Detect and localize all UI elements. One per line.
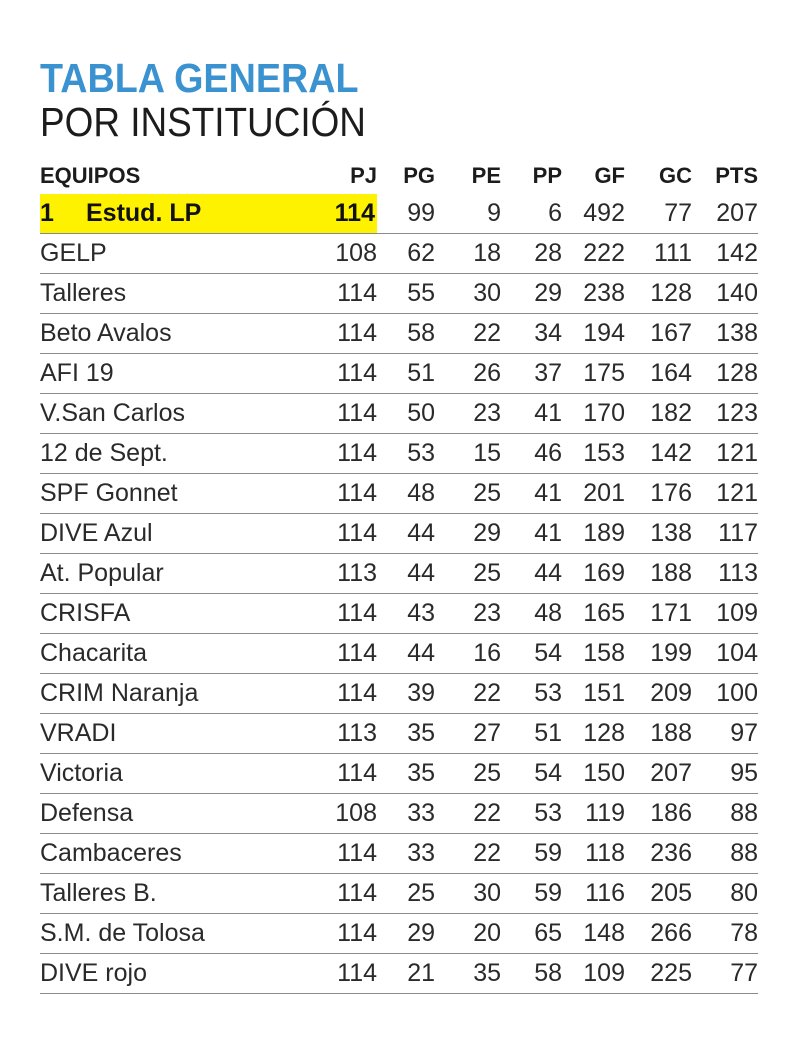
stat-pj-cell: 108	[320, 794, 377, 834]
table-row	[40, 554, 758, 594]
stat-gf-cell: 116	[562, 874, 625, 914]
stat-pts-cell: 140	[692, 274, 758, 314]
table-row	[40, 874, 758, 914]
stat-pg-cell: 48	[377, 474, 435, 514]
stat-gc-cell: 182	[625, 394, 692, 434]
col-header-pe: PE	[471, 162, 501, 188]
table-row	[40, 634, 758, 674]
leader-row	[40, 194, 758, 234]
table-row	[40, 434, 758, 474]
stat-pts-cell: 100	[692, 674, 758, 714]
stat-pp-cell: 53	[501, 674, 562, 714]
stat-pp-cell: 46	[501, 434, 562, 474]
stat-pp-cell: 59	[501, 874, 562, 914]
stat-pts-cell: 104	[692, 634, 758, 674]
stat-gf-cell: 238	[562, 274, 625, 314]
stat-gf-cell: 119	[562, 794, 625, 834]
table-row	[40, 954, 758, 994]
stat-pts-cell: 138	[692, 314, 758, 354]
leader-pe: 9	[435, 194, 501, 234]
stat-pp-cell: 37	[501, 354, 562, 394]
stat-pe-cell: 25	[435, 474, 501, 514]
stat-pg-cell: 51	[377, 354, 435, 394]
stat-pe-cell: 18	[435, 234, 501, 274]
stat-pts-cell: 77	[692, 954, 758, 994]
stat-gc-cell: 188	[625, 714, 692, 754]
stat-pj-cell: 114	[320, 634, 377, 674]
stat-pj-cell: 113	[320, 554, 377, 594]
table-row	[40, 754, 758, 794]
team-name-cell: Defensa	[40, 794, 320, 834]
stat-pg-cell: 50	[377, 394, 435, 434]
table-row	[40, 314, 758, 354]
col-header-gf: GF	[594, 162, 625, 188]
team-name-cell: At. Popular	[40, 554, 320, 594]
stat-pts-cell: 128	[692, 354, 758, 394]
stat-pg-cell: 33	[377, 794, 435, 834]
stat-pp-cell: 58	[501, 954, 562, 994]
stat-pg-cell: 43	[377, 594, 435, 634]
table-row	[40, 834, 758, 874]
col-header-pp: PP	[532, 162, 562, 188]
table-row	[40, 354, 758, 394]
stat-pp-cell: 41	[501, 514, 562, 554]
stat-gc-cell: 111	[625, 234, 692, 274]
stat-gc-cell: 266	[625, 914, 692, 954]
team-name-cell: AFI 19	[40, 354, 320, 394]
leader-pg: 99	[377, 194, 435, 234]
stat-gf-cell: 153	[562, 434, 625, 474]
leader-pp: 6	[501, 194, 562, 234]
stat-pj-cell: 114	[320, 354, 377, 394]
stat-gc-cell: 171	[625, 594, 692, 634]
stat-pj-cell: 114	[320, 274, 377, 314]
team-name-cell: 12 de Sept.	[40, 434, 320, 474]
stat-pg-cell: 44	[377, 554, 435, 594]
stat-pp-cell: 41	[501, 394, 562, 434]
stat-pg-cell: 58	[377, 314, 435, 354]
stat-gf-cell: 169	[562, 554, 625, 594]
table-row	[40, 474, 758, 514]
stat-pts-cell: 123	[692, 394, 758, 434]
stat-pp-cell: 48	[501, 594, 562, 634]
stat-pg-cell: 21	[377, 954, 435, 994]
stat-pg-cell: 25	[377, 874, 435, 914]
team-name-cell: Beto Avalos	[40, 314, 320, 354]
stat-gc-cell: 164	[625, 354, 692, 394]
stat-gf-cell: 201	[562, 474, 625, 514]
table-row	[40, 674, 758, 714]
stat-pts-cell: 113	[692, 554, 758, 594]
stat-pts-cell: 97	[692, 714, 758, 754]
stat-gc-cell: 142	[625, 434, 692, 474]
stat-pp-cell: 44	[501, 554, 562, 594]
stat-pe-cell: 30	[435, 874, 501, 914]
stat-pj-cell: 114	[320, 594, 377, 634]
table-row	[40, 914, 758, 954]
stat-pj-cell: 114	[320, 834, 377, 874]
stat-gf-cell: 128	[562, 714, 625, 754]
stat-pg-cell: 62	[377, 234, 435, 274]
col-header-pts: PTS	[715, 162, 758, 188]
team-name-cell: V.San Carlos	[40, 394, 320, 434]
stat-pe-cell: 22	[435, 314, 501, 354]
table-row	[40, 274, 758, 314]
stat-gc-cell: 225	[625, 954, 692, 994]
team-name-cell: CRIM Naranja	[40, 674, 320, 714]
table-row	[40, 234, 758, 274]
stat-gf-cell: 165	[562, 594, 625, 634]
stat-pj-cell: 113	[320, 714, 377, 754]
team-name-cell: Talleres	[40, 274, 320, 314]
stat-gc-cell: 188	[625, 554, 692, 594]
stat-pg-cell: 44	[377, 514, 435, 554]
stat-gc-cell: 176	[625, 474, 692, 514]
stat-pg-cell: 55	[377, 274, 435, 314]
stat-pe-cell: 27	[435, 714, 501, 754]
stat-gc-cell: 199	[625, 634, 692, 674]
leader-team-cell	[40, 194, 320, 234]
team-name-cell: Talleres B.	[40, 874, 320, 914]
stat-pe-cell: 25	[435, 754, 501, 794]
stat-pp-cell: 54	[501, 634, 562, 674]
stat-pe-cell: 22	[435, 794, 501, 834]
stat-pj-cell: 114	[320, 434, 377, 474]
stat-pts-cell: 88	[692, 834, 758, 874]
stat-pe-cell: 15	[435, 434, 501, 474]
stat-pe-cell: 23	[435, 594, 501, 634]
stat-pj-cell: 114	[320, 394, 377, 434]
stat-gf-cell: 189	[562, 514, 625, 554]
stat-pj-cell: 114	[320, 314, 377, 354]
stat-pg-cell: 35	[377, 714, 435, 754]
leader-gc: 77	[625, 194, 692, 234]
leader-gf: 492	[562, 194, 625, 234]
stat-pe-cell: 22	[435, 834, 501, 874]
table-row	[40, 794, 758, 834]
stat-gc-cell: 167	[625, 314, 692, 354]
stat-gf-cell: 222	[562, 234, 625, 274]
col-header-pg: PG	[403, 162, 435, 188]
team-name-cell: CRISFA	[40, 594, 320, 634]
stat-pe-cell: 22	[435, 674, 501, 714]
col-header-equipos: EQUIPOS	[40, 162, 141, 188]
table-row	[40, 514, 758, 554]
stat-pe-cell: 23	[435, 394, 501, 434]
leader-position: 1	[40, 199, 54, 227]
stat-pts-cell: 121	[692, 474, 758, 514]
stat-pj-cell: 114	[320, 954, 377, 994]
stat-gf-cell: 194	[562, 314, 625, 354]
stat-pts-cell: 95	[692, 754, 758, 794]
stat-pe-cell: 26	[435, 354, 501, 394]
stat-gf-cell: 150	[562, 754, 625, 794]
stat-pe-cell: 16	[435, 634, 501, 674]
team-name-cell: Chacarita	[40, 634, 320, 674]
stat-pp-cell: 54	[501, 754, 562, 794]
table-row	[40, 714, 758, 754]
stat-pg-cell: 35	[377, 754, 435, 794]
table-header	[40, 157, 758, 194]
stat-pj-cell: 114	[320, 754, 377, 794]
stat-pj-cell: 114	[320, 474, 377, 514]
stat-gc-cell: 138	[625, 514, 692, 554]
stat-gf-cell: 175	[562, 354, 625, 394]
stat-gf-cell: 148	[562, 914, 625, 954]
stat-pg-cell: 39	[377, 674, 435, 714]
stat-gf-cell: 109	[562, 954, 625, 994]
stat-gf-cell: 151	[562, 674, 625, 714]
stat-pp-cell: 53	[501, 794, 562, 834]
stat-pts-cell: 109	[692, 594, 758, 634]
table-row	[40, 594, 758, 634]
stat-pj-cell: 114	[320, 514, 377, 554]
table-row	[40, 394, 758, 434]
stat-pts-cell: 117	[692, 514, 758, 554]
stat-pg-cell: 33	[377, 834, 435, 874]
stat-pg-cell: 53	[377, 434, 435, 474]
header-row	[40, 157, 758, 194]
leader-team-name: Estud. LP	[86, 199, 202, 227]
stat-pg-cell: 29	[377, 914, 435, 954]
stat-pj-cell: 114	[320, 674, 377, 714]
stat-pj-cell: 108	[320, 234, 377, 274]
stat-pe-cell: 25	[435, 554, 501, 594]
stat-pts-cell: 78	[692, 914, 758, 954]
stat-pe-cell: 30	[435, 274, 501, 314]
leader-pj: 114	[320, 194, 377, 234]
table-body	[40, 194, 758, 994]
team-name-cell: S.M. de Tolosa	[40, 914, 320, 954]
stat-pp-cell: 29	[501, 274, 562, 314]
stat-pj-cell: 114	[320, 874, 377, 914]
stat-gf-cell: 158	[562, 634, 625, 674]
stat-pts-cell: 142	[692, 234, 758, 274]
stat-gc-cell: 207	[625, 754, 692, 794]
col-header-pj: PJ	[350, 162, 377, 188]
stat-pts-cell: 121	[692, 434, 758, 474]
team-name-cell: DIVE rojo	[40, 954, 320, 994]
stat-gc-cell: 128	[625, 274, 692, 314]
stat-pp-cell: 28	[501, 234, 562, 274]
team-name-cell: Cambaceres	[40, 834, 320, 874]
stat-pp-cell: 41	[501, 474, 562, 514]
col-header-gc: GC	[659, 162, 692, 188]
stat-pts-cell: 88	[692, 794, 758, 834]
stat-gc-cell: 209	[625, 674, 692, 714]
stat-gc-cell: 236	[625, 834, 692, 874]
stat-pg-cell: 44	[377, 634, 435, 674]
stat-pts-cell: 80	[692, 874, 758, 914]
team-name-cell: DIVE Azul	[40, 514, 320, 554]
standings-table	[40, 157, 758, 994]
stat-gf-cell: 170	[562, 394, 625, 434]
stat-pe-cell: 20	[435, 914, 501, 954]
table-subtitle: POR INSTITUCIÓN	[40, 99, 366, 145]
stat-pe-cell: 29	[435, 514, 501, 554]
stat-pp-cell: 65	[501, 914, 562, 954]
stat-pp-cell: 34	[501, 314, 562, 354]
table-title: TABLA GENERAL	[40, 55, 359, 101]
stat-pj-cell: 114	[320, 914, 377, 954]
team-name-cell: SPF Gonnet	[40, 474, 320, 514]
team-name-cell: VRADI	[40, 714, 320, 754]
team-name-cell: Victoria	[40, 754, 320, 794]
stat-pp-cell: 51	[501, 714, 562, 754]
leader-pts: 207	[692, 194, 758, 234]
stat-gc-cell: 205	[625, 874, 692, 914]
stat-gf-cell: 118	[562, 834, 625, 874]
stat-gc-cell: 186	[625, 794, 692, 834]
stat-pp-cell: 59	[501, 834, 562, 874]
team-name-cell: GELP	[40, 234, 320, 274]
stat-pe-cell: 35	[435, 954, 501, 994]
